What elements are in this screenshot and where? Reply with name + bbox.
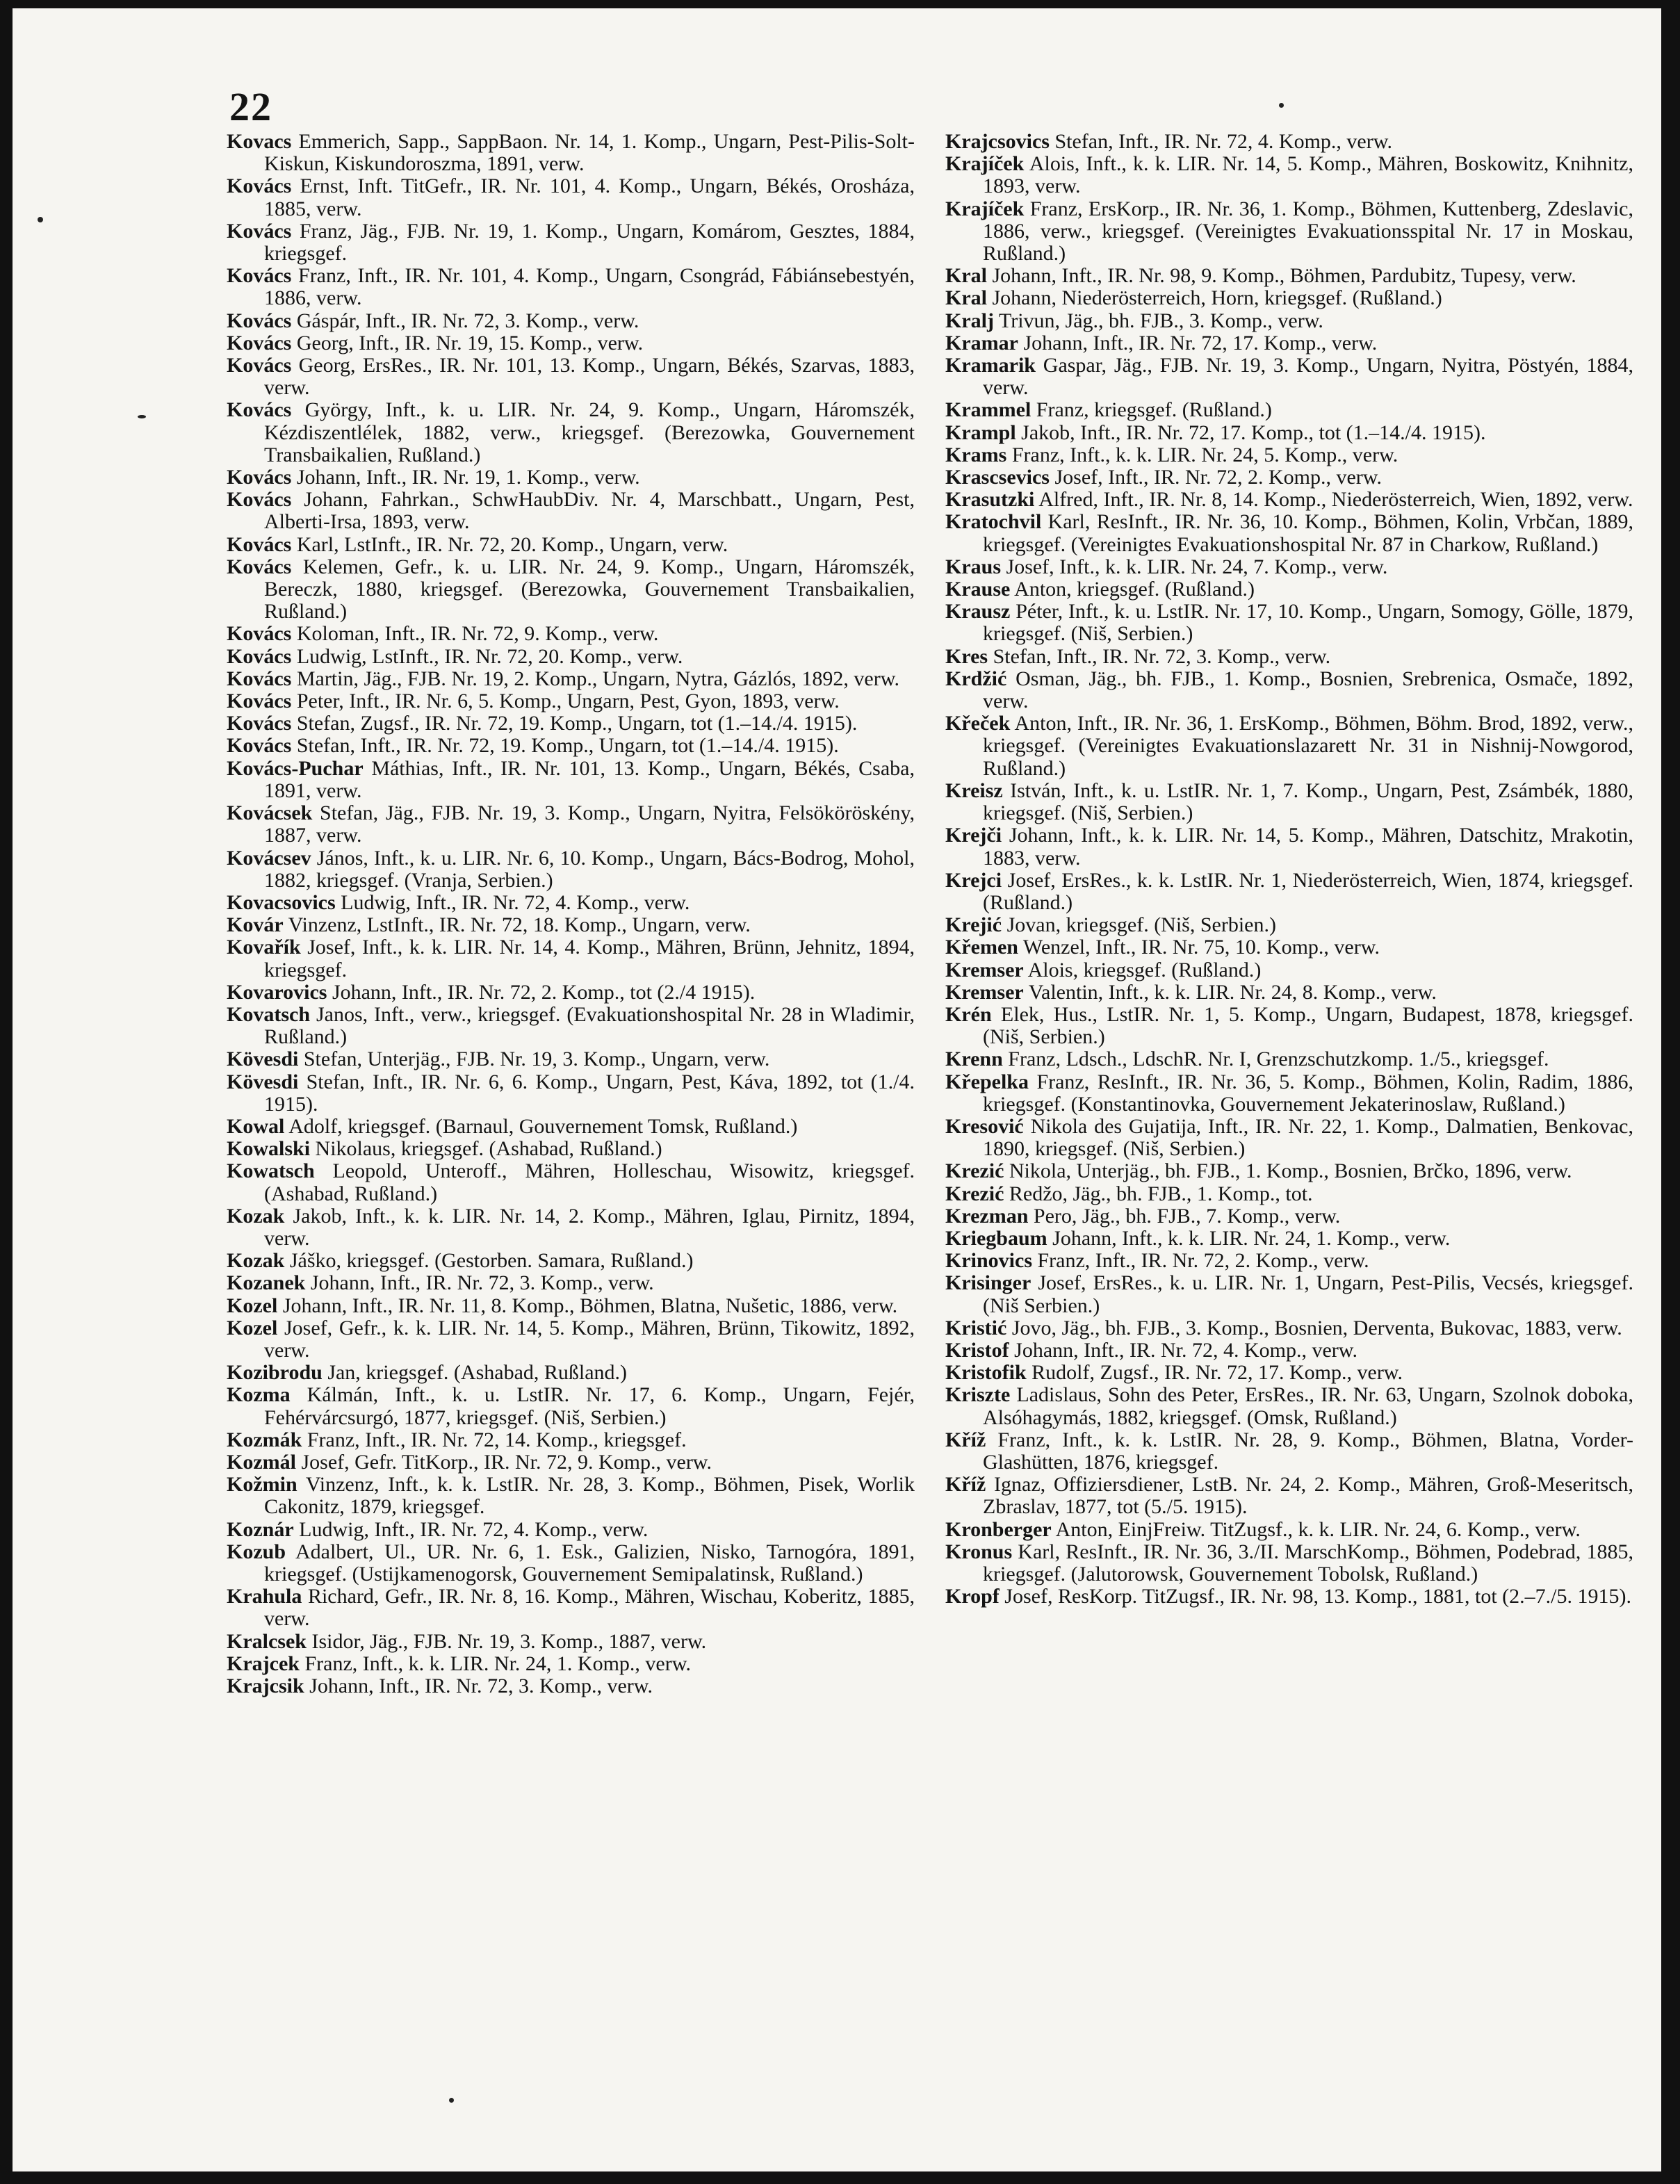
- register-entry: [227, 310, 915, 332]
- entry-details: Adalbert, Ul., UR. Nr. 6, 1. Esk., Galizien, Nisko, Tarnogóra, 1891, kriegsgef. (Ustijkamenogorsk, Gouvernement Semipalatinsk, Rußland.): [264, 1540, 915, 1586]
- register-entry: [227, 1250, 915, 1272]
- entry-surname: Krammel: [945, 398, 1031, 422]
- register-entry: [227, 265, 915, 309]
- scanned-page: [13, 8, 1661, 2171]
- entry-surname: Kovařík: [227, 936, 301, 959]
- entry-surname: Kozub: [227, 1540, 286, 1563]
- register-entry: [227, 1138, 915, 1160]
- entry-details: Franz, Inft., k. k. LIR. Nr. 24, 5. Komp., verw.: [1006, 443, 1398, 466]
- entry-details: Franz, Inft., IR. Nr. 101, 4. Komp., Ungarn, Csongrád, Fábiánsebestyén, 1886, verw.: [264, 264, 915, 310]
- entry-details: Janos, Inft., verw., kriegsgef. (Evakuationshospital Nr. 28 in Wladimir, Rußland.): [264, 1002, 915, 1049]
- register-entry: [945, 466, 1633, 489]
- entry-details: Jan, kriegsgef. (Ashabad, Rußland.): [322, 1361, 628, 1385]
- entry-details: Johann, Inft., IR. Nr. 72, 2. Komp., tot (2./4 1915).: [327, 980, 756, 1004]
- entry-surname: Krajíček: [945, 197, 1025, 220]
- page-number: 22: [229, 84, 272, 129]
- register-entry: [945, 1048, 1633, 1070]
- ink-speck: [38, 217, 43, 222]
- register-entry: [945, 399, 1633, 421]
- entry-surname: Kozak: [227, 1204, 285, 1228]
- entry-details: Richard, Gefr., IR. Nr. 8, 16. Komp., Mähren, Wischau, Koberitz, 1885, verw.: [264, 1585, 915, 1631]
- entry-surname: Kövesdi: [227, 1048, 299, 1071]
- entry-details: Pero, Jäg., bh. FJB., 7. Komp., verw.: [1028, 1204, 1341, 1228]
- register-entry: [945, 444, 1633, 466]
- register-entry: [227, 556, 915, 624]
- register-entry: [945, 1474, 1633, 1518]
- register-entry: [227, 1272, 915, 1294]
- entry-surname: Kres: [945, 644, 988, 668]
- entry-surname: Krezić: [945, 1182, 1004, 1205]
- entry-surname: Kříž: [945, 1428, 986, 1451]
- register-entry: [227, 914, 915, 936]
- register-entry: [227, 1071, 915, 1116]
- entry-details: Anton, EinjFreiw. TitZugsf., k. k. LIR. Nr. 24, 6. Komp., verw.: [1051, 1517, 1581, 1541]
- entry-details: Alfred, Inft., IR. Nr. 8, 14. Komp., Niederösterreich, Wien, 1892, verw.: [1034, 488, 1633, 512]
- entry-details: Stefan, Inft., IR. Nr. 72, 4. Komp., verw.: [1049, 130, 1392, 153]
- entry-details: Stefan, Inft., IR. Nr. 6, 6. Komp., Ungarn, Pest, Káva, 1892, tot (1./4. 1915).: [264, 1070, 915, 1116]
- register-entry: [945, 489, 1633, 511]
- entry-details: Josef, ErsRes., k. k. LstIR. Nr. 1, Niederösterreich, Wien, 1874, kriegsgef. (Rußland.): [983, 868, 1633, 914]
- register-entry: [227, 355, 915, 399]
- register-entry: [945, 1228, 1633, 1250]
- entry-surname: Krahula: [227, 1585, 302, 1608]
- entry-details: Ludwig, Inft., IR. Nr. 72, 4. Komp., verw.: [293, 1517, 649, 1541]
- entry-details: Josef, ResKorp. TitZugsf., IR. Nr. 98, 13. Komp., 1881, tot (2.–7./5. 1915).: [999, 1585, 1631, 1608]
- register-entry: [945, 578, 1633, 601]
- left-column: [227, 131, 915, 1697]
- register-entry: [945, 601, 1633, 645]
- entry-details: Franz, ResInft., IR. Nr. 36, 5. Komp., Böhmen, Kolin, Radim, 1886, kriegsgef. (Konstantinovka, Gouvernement Jekaterinoslaw, Rußland.): [983, 1070, 1633, 1116]
- entry-details: Franz, Ldsch., LdschR. Nr. I, Grenzschutzkomp. 1./5., kriegsgef.: [1002, 1048, 1549, 1071]
- register-entry: [945, 959, 1633, 981]
- register-entry: [227, 1362, 915, 1384]
- entry-details: Péter, Inft., k. u. LstIR. Nr. 17, 10. Komp., Ungarn, Somogy, Gölle, 1879, kriegsgef. (Niš, Serbien.): [983, 600, 1633, 646]
- entry-details: Ignaz, Offiziersdiener, LstB. Nr. 24, 2. Komp., Mähren, Groß-Meseritsch, Zbraslav, 1877, tot (5./5. 1915).: [983, 1473, 1633, 1519]
- entry-details: Josef, Inft., k. k. LIR. Nr. 24, 7. Komp., verw.: [1001, 555, 1388, 578]
- entry-surname: Krascsevics: [945, 466, 1050, 489]
- entry-surname: Krén: [945, 1002, 992, 1026]
- entry-details: Franz, Inft., IR. Nr. 72, 14. Komp., kriegsgef.: [302, 1428, 687, 1451]
- entry-surname: Kovács: [227, 331, 292, 355]
- entry-surname: Kovács: [227, 555, 292, 578]
- entry-details: Georg, Inft., IR. Nr. 19, 15. Komp., verw.: [291, 331, 644, 355]
- register-entry: [227, 489, 915, 533]
- entry-surname: Krinovics: [945, 1249, 1032, 1273]
- entry-details: Trivun, Jäg., bh. FJB., 3. Komp., verw.: [993, 309, 1323, 332]
- register-entry: [945, 422, 1633, 444]
- entry-details: Franz, Inft., k. k. LstIR. Nr. 28, 9. Komp., Böhmen, Blatna, Vorder-Glashütten, 1876, kriegsgef.: [983, 1428, 1633, 1474]
- register-entry: [227, 534, 915, 556]
- entry-details: Osman, Jäg., bh. FJB., 1. Komp., Bosnien, Srebrenica, Osmače, 1892, verw.: [983, 667, 1633, 713]
- entry-surname: Kristofik: [945, 1361, 1027, 1385]
- entry-details: Alois, Inft., k. k. LIR. Nr. 14, 5. Komp., Mähren, Boskowitz, Knihnitz, 1893, verw.: [983, 152, 1633, 198]
- register-entry: [227, 668, 915, 690]
- entry-details: Nikola, Unterjäg., bh. FJB., 1. Komp., Bosnien, Brčko, 1896, verw.: [1004, 1159, 1572, 1183]
- entry-surname: Krajcek: [227, 1652, 300, 1675]
- entry-surname: Krause: [945, 578, 1011, 601]
- register-entry: [945, 824, 1633, 869]
- register-entry: [227, 936, 915, 981]
- register-entry: [945, 198, 1633, 266]
- entry-details: Johann, Inft., IR. Nr. 19, 1. Komp., verw.: [291, 466, 640, 489]
- entry-details: Ladislaus, Sohn des Peter, ErsRes., IR. Nr. 63, Ungarn, Szolnok doboka, Alsóhagymás, 1882, kriegsgef. (Omsk, Rußland.): [983, 1383, 1633, 1429]
- entry-surname: Kovarovics: [227, 980, 327, 1004]
- register-entry: [945, 1004, 1633, 1048]
- register-entry: [945, 355, 1633, 399]
- register-entry: [945, 153, 1633, 197]
- register-entry: [945, 1586, 1633, 1608]
- entry-surname: Kovács: [227, 309, 292, 332]
- register-entry: [945, 131, 1633, 153]
- right-column: [945, 131, 1633, 1608]
- register-entry: [227, 1586, 915, 1630]
- register-entry: [945, 780, 1633, 824]
- entry-details: Jáško, kriegsgef. (Gestorben. Samara, Rußland.): [284, 1249, 694, 1273]
- entry-details: István, Inft., k. u. LstIR. Nr. 1, 7. Komp., Ungarn, Pest, Zsámbék, 1880, kriegsgef. (Niš, Serbien.): [983, 779, 1633, 825]
- entry-details: Johann, Inft., IR. Nr. 72, 4. Komp., verw.: [1009, 1338, 1357, 1362]
- entry-surname: Kovács: [227, 398, 292, 422]
- register-entry: [945, 668, 1633, 712]
- entry-details: Johann, Fahrkan., SchwHaubDiv. Nr. 4, Marschbatt., Ungarn, Pest, Alberti-Irsa, 1893, verw.: [264, 488, 915, 534]
- entry-surname: Krejić: [945, 913, 1002, 937]
- register-entry: [945, 1160, 1633, 1182]
- entry-details: Johann, Niederösterreich, Horn, kriegsgef. (Rußland.): [987, 286, 1442, 310]
- ink-speck: [138, 415, 146, 418]
- register-entry: [227, 1631, 915, 1653]
- register-entry: [945, 1183, 1633, 1205]
- entry-details: Stefan, Jäg., FJB. Nr. 19, 3. Komp., Ungarn, Nyitra, Felsököröskény, 1887, verw.: [264, 801, 915, 847]
- entry-surname: Kozel: [227, 1316, 278, 1339]
- entry-surname: Kovacs: [227, 130, 292, 153]
- entry-details: Karl, ResInft., IR. Nr. 36, 10. Komp., Böhmen, Kolin, Vrbčan, 1889, kriegsgef. (Vereinigtes Evakuationshospital Nr. 87 in Charkow, Rußland.): [983, 510, 1633, 556]
- register-entry: [945, 332, 1633, 355]
- register-entry: [945, 1541, 1633, 1586]
- register-entry: [227, 981, 915, 1004]
- entry-details: Karl, ResInft., IR. Nr. 36, 3./II. MarschKomp., Böhmen, Podebrad, 1885, kriegsgef. (Jalutorowsk, Gouvernement Tobolsk, Rußland.): [983, 1540, 1633, 1586]
- register-entry: [945, 1429, 1633, 1474]
- entry-details: Jovo, Jäg., bh. FJB., 3. Komp., Bosnien, Derventa, Bukovac, 1883, verw.: [1006, 1316, 1622, 1339]
- entry-surname: Kramarik: [945, 354, 1036, 377]
- entry-surname: Kreisz: [945, 779, 1003, 802]
- entry-surname: Koznár: [227, 1517, 294, 1541]
- register-entry: [227, 1205, 915, 1250]
- register-entry: [945, 712, 1633, 780]
- register-entry: [227, 1675, 915, 1697]
- register-entry: [945, 870, 1633, 914]
- entry-surname: Kristof: [945, 1338, 1009, 1362]
- entry-surname: Kriegbaum: [945, 1226, 1047, 1250]
- entry-surname: Krenn: [945, 1048, 1003, 1071]
- entry-surname: Kovatsch: [227, 1002, 310, 1026]
- entry-surname: Kratochvil: [945, 510, 1042, 534]
- entry-details: Josef, ErsRes., k. u. LIR. Nr. 1, Ungarn, Pest-Pilis, Vecsés, kriegsgef. (Niš Serbien.): [983, 1271, 1633, 1317]
- entry-surname: Kovács: [227, 354, 292, 377]
- entry-details: Anton, Inft., IR. Nr. 36, 1. ErsKomp., Böhmen, Böhm. Brod, 1892, verw., kriegsgef. (Vereinigtes Evakuationslazarett Nr. 31 in Nishnij-Nowgorod, Rußland.): [983, 712, 1633, 780]
- entry-details: Martin, Jäg., FJB. Nr. 19, 2. Komp., Ungarn, Nytra, Gázlós, 1892, verw.: [291, 667, 899, 690]
- entry-surname: Kovácsek: [227, 801, 313, 825]
- entry-surname: Kovács: [227, 644, 292, 668]
- entry-details: Johann, Inft., IR. Nr. 11, 8. Komp., Böhmen, Blatna, Nušetic, 1886, verw.: [277, 1294, 898, 1317]
- entry-surname: Kozanek: [227, 1271, 306, 1295]
- entry-details: Gaspar, Jäg., FJB. Nr. 19, 3. Komp., Ungarn, Nyitra, Pöstyén, 1884, verw.: [983, 354, 1633, 400]
- entry-details: Johann, Inft., k. k. LIR. Nr. 14, 5. Komp., Mähren, Datschitz, Mrakotin, 1883, verw.: [983, 824, 1633, 870]
- entry-details: Karl, LstInft., IR. Nr. 72, 20. Komp., Ungarn, verw.: [291, 532, 728, 556]
- entry-surname: Kremser: [945, 958, 1024, 981]
- entry-surname: Kovács: [227, 622, 292, 646]
- entry-details: Franz, ErsKorp., IR. Nr. 36, 1. Komp., Böhmen, Kuttenberg, Zdeslavic, 1886, verw., kriegsgef. (Vereinigtes Evakuationsspital Nr. 17 in Moskau, Rußland.): [983, 197, 1633, 266]
- entry-surname: Kowal: [227, 1114, 285, 1138]
- entry-details: Ludwig, LstInft., IR. Nr. 72, 20. Komp., verw.: [291, 644, 683, 668]
- entry-surname: Kovács: [227, 667, 292, 690]
- entry-details: Máthias, Inft., IR. Nr. 101, 13. Komp., Ungarn, Békés, Csaba, 1891, verw.: [264, 756, 915, 802]
- register-entry: [945, 556, 1633, 578]
- register-entry: [945, 1272, 1633, 1317]
- entry-surname: Kronberger: [945, 1517, 1052, 1541]
- entry-details: Valentin, Inft., k. k. LIR. Nr. 24, 8. Komp., verw.: [1023, 980, 1437, 1004]
- entry-surname: Křemen: [945, 936, 1018, 959]
- entry-surname: Kozibrodu: [227, 1361, 323, 1385]
- entry-details: Anton, kriegsgef. (Rußland.): [1010, 578, 1255, 601]
- entry-surname: Kovacsovics: [227, 890, 336, 914]
- entry-surname: Kral: [945, 264, 987, 288]
- register-entry: [227, 1474, 915, 1518]
- entry-surname: Kovácsev: [227, 846, 311, 870]
- register-entry: [227, 690, 915, 712]
- register-entry: [227, 1048, 915, 1070]
- register-entry: [227, 466, 915, 489]
- entry-surname: Kozmál: [227, 1450, 296, 1474]
- entry-surname: Krajcsovics: [945, 130, 1050, 153]
- entry-surname: Krams: [945, 443, 1007, 466]
- entry-surname: Krdžić: [945, 667, 1007, 690]
- entry-details: Stefan, Unterjäg., FJB. Nr. 19, 3. Komp., Ungarn, verw.: [298, 1048, 770, 1071]
- entry-surname: Kozmák: [227, 1428, 302, 1451]
- entry-surname: Krampl: [945, 421, 1016, 444]
- register-entry: [945, 310, 1633, 332]
- register-entry: [227, 332, 915, 355]
- entry-surname: Kramar: [945, 331, 1018, 355]
- entry-details: Josef, Gefr. TitKorp., IR. Nr. 72, 9. Komp., verw.: [295, 1450, 712, 1474]
- register-entry: [227, 1451, 915, 1474]
- entry-surname: Kovács: [227, 264, 292, 288]
- entry-surname: Kozma: [227, 1383, 291, 1407]
- entry-details: Josef, Inft., IR. Nr. 72, 2. Komp., verw.: [1049, 466, 1382, 489]
- entry-details: Nikola des Gujatija, Inft., IR. Nr. 22, 1. Komp., Dalmatien, Benkovac, 1890, kriegsgef. (Niš, Serbien.): [983, 1114, 1633, 1161]
- register-entry: [227, 399, 915, 466]
- register-entry: [227, 892, 915, 914]
- entry-surname: Krajíček: [945, 152, 1025, 176]
- register-entry: [227, 758, 915, 802]
- register-entry: [945, 914, 1633, 936]
- entry-surname: Kraus: [945, 555, 1002, 578]
- register-entry: [227, 131, 915, 175]
- entry-surname: Kožmin: [227, 1473, 297, 1497]
- entry-details: Johann, Inft., IR. Nr. 72, 17. Komp., verw.: [1018, 331, 1378, 355]
- entry-details: Peter, Inft., IR. Nr. 6, 5. Komp., Ungarn, Pest, Gyon, 1893, verw.: [291, 690, 840, 713]
- entry-details: Josef, Inft., k. k. LIR. Nr. 14, 4. Komp., Mähren, Brünn, Jehnitz, 1894, kriegsgef.: [264, 936, 915, 981]
- entry-surname: Krisinger: [945, 1271, 1031, 1295]
- entry-details: Koloman, Inft., IR. Nr. 72, 9. Komp., verw.: [291, 622, 659, 646]
- register-entry: [227, 1429, 915, 1451]
- entry-details: Emmerich, Sapp., SappBaon. Nr. 14, 1. Komp., Ungarn, Pest-Pilis-Solt-Kiskun, Kiskundoroszma, 1891, verw.: [264, 130, 915, 176]
- entry-surname: Kresović: [945, 1114, 1024, 1138]
- entry-surname: Kövesdi: [227, 1070, 299, 1093]
- entry-details: Johann, Inft., IR. Nr. 72, 3. Komp., verw.: [305, 1271, 654, 1295]
- entry-surname: Krejči: [945, 824, 1002, 847]
- register-entry: [945, 1116, 1633, 1160]
- entry-details: Vinzenz, Inft., k. k. LstIR. Nr. 28, 3. Komp., Böhmen, Pisek, Worlik Cakonitz, 1879, kriegsgef.: [264, 1473, 915, 1519]
- register-entry: [227, 1519, 915, 1541]
- register-entry: [945, 1519, 1633, 1541]
- entry-surname: Kovács: [227, 734, 292, 758]
- entry-surname: Kriszte: [945, 1383, 1011, 1407]
- entry-surname: Kovács: [227, 466, 292, 489]
- entry-details: Kelemen, Gefr., k. u. LIR. Nr. 24, 9. Komp., Ungarn, Háromszék, Bereczk, 1880, kriegsgef. (Berezowka, Gouvernement Transbaikalien, Rußland.): [264, 555, 915, 624]
- entry-details: Johann, Inft., k. k. LIR. Nr. 24, 1. Komp., verw.: [1047, 1226, 1451, 1250]
- entry-details: Stefan, Zugsf., IR. Nr. 72, 19. Komp., Ungarn, tot (1.–14./4. 1915).: [291, 712, 858, 735]
- entry-details: Wenzel, Inft., IR. Nr. 75, 10. Komp., verw.: [1018, 936, 1380, 959]
- entry-surname: Kovács: [227, 712, 292, 735]
- register-entry: [945, 1339, 1633, 1362]
- entry-details: Josef, Gefr., k. k. LIR. Nr. 14, 5. Komp., Mähren, Brünn, Tikowitz, 1892, verw.: [264, 1316, 915, 1362]
- entry-surname: Křepelka: [945, 1070, 1029, 1093]
- entry-surname: Kralcsek: [227, 1629, 307, 1653]
- entry-details: Alois, kriegsgef. (Rußland.): [1023, 958, 1262, 981]
- register-entry: [227, 847, 915, 892]
- entry-details: Jakob, Inft., k. k. LIR. Nr. 14, 2. Komp., Mähren, Iglau, Pirnitz, 1894, verw.: [264, 1204, 915, 1250]
- register-entry: [227, 220, 915, 265]
- register-entry: [945, 1071, 1633, 1116]
- entry-details: Franz, kriegsgef. (Rußland.): [1031, 398, 1272, 422]
- register-entry: [227, 712, 915, 735]
- register-entry: [945, 1317, 1633, 1339]
- register-entry: [227, 646, 915, 668]
- register-entry: [945, 981, 1633, 1004]
- entry-details: Kálmán, Inft., k. u. LstIR. Nr. 17, 6. Komp., Ungarn, Fejér, Fehérvárcsurgó, 1877, kriegsgef. (Niš, Serbien.): [264, 1383, 915, 1429]
- entry-details: Ernst, Inft. TitGefr., IR. Nr. 101, 4. Komp., Ungarn, Békés, Orosháza, 1885, verw.: [264, 174, 915, 220]
- entry-details: János, Inft., k. u. LIR. Nr. 6, 10. Komp., Ungarn, Bács-Bodrog, Mohol, 1882, kriegsgef. (Vranja, Serbien.): [264, 846, 915, 892]
- register-entry: [227, 1384, 915, 1428]
- entry-surname: Kremser: [945, 980, 1024, 1004]
- entry-surname: Kovács-Puchar: [227, 756, 364, 780]
- entry-details: Isidor, Jäg., FJB. Nr. 19, 3. Komp., 1887, verw.: [306, 1629, 707, 1653]
- register-entry: [945, 936, 1633, 959]
- entry-surname: Krajcsik: [227, 1674, 304, 1698]
- entry-details: Franz, Jäg., FJB. Nr. 19, 1. Komp., Ungarn, Komárom, Gesztes, 1884, kriegsgef.: [264, 219, 915, 266]
- entry-surname: Krausz: [945, 600, 1011, 624]
- entry-details: Vinzenz, LstInft., IR. Nr. 72, 18. Komp., Ungarn, verw.: [283, 913, 751, 937]
- entry-details: Stefan, Inft., IR. Nr. 72, 3. Komp., verw.: [988, 644, 1331, 668]
- entry-surname: Kovács: [227, 690, 292, 713]
- register-entry: [945, 646, 1633, 668]
- entry-details: Leopold, Unteroff., Mähren, Holleschau, Wisowitz, kriegsgef. (Ashabad, Rußland.): [264, 1159, 915, 1205]
- entry-surname: Kristić: [945, 1316, 1007, 1339]
- entry-details: György, Inft., k. u. LIR. Nr. 24, 9. Komp., Ungarn, Háromszék, Kézdiszentlélek, 1882, verw., kriegsgef. (Berezowka, Gouvernement Transbaikalien, Rußland.): [264, 398, 915, 466]
- entry-surname: Kralj: [945, 309, 994, 332]
- entry-surname: Kovács: [227, 219, 292, 243]
- entry-surname: Kovács: [227, 532, 292, 556]
- entry-surname: Kowatsch: [227, 1159, 315, 1183]
- entry-details: Ludwig, Inft., IR. Nr. 72, 4. Komp., verw.: [335, 890, 690, 914]
- entry-details: Nikolaus, kriegsgef. (Ashabad, Rußland.): [310, 1137, 662, 1161]
- register-entry: [227, 175, 915, 220]
- entry-surname: Kozel: [227, 1294, 278, 1317]
- entry-details: Johann, Inft., IR. Nr. 98, 9. Komp., Böhmen, Pardubitz, Tupesy, verw.: [987, 264, 1576, 288]
- entry-details: Franz, Inft., IR. Nr. 72, 2. Komp., verw.: [1032, 1249, 1369, 1273]
- register-entry: [945, 287, 1633, 309]
- entry-details: Jovan, kriegsgef. (Niš, Serbien.): [1002, 913, 1276, 937]
- register-entry: [227, 1160, 915, 1205]
- register-entry: [945, 1205, 1633, 1228]
- entry-surname: Krejci: [945, 868, 1002, 892]
- register-entry: [227, 1116, 915, 1138]
- entry-details: Redžo, Jäg., bh. FJB., 1. Komp., tot.: [1004, 1182, 1313, 1205]
- entry-surname: Kropf: [945, 1585, 1000, 1608]
- entry-details: Johann, Inft., IR. Nr. 72, 3. Komp., verw.: [304, 1674, 653, 1698]
- entry-details: Jakob, Inft., IR. Nr. 72, 17. Komp., tot (1.–14./4. 1915).: [1016, 421, 1486, 444]
- entry-surname: Kronus: [945, 1540, 1013, 1563]
- register-entry: [227, 1295, 915, 1317]
- entry-surname: Kovács: [227, 174, 292, 198]
- register-entry: [945, 1362, 1633, 1384]
- entry-surname: Krasutzki: [945, 488, 1035, 512]
- entry-surname: Kozak: [227, 1249, 285, 1273]
- entry-details: Elek, Hus., LstIR. Nr. 1, 5. Komp., Ungarn, Budapest, 1878, kriegsgef. (Niš, Serbien.): [983, 1002, 1633, 1049]
- register-entry: [945, 1384, 1633, 1428]
- entry-details: Rudolf, Zugsf., IR. Nr. 72, 17. Komp., verw.: [1026, 1361, 1403, 1385]
- entry-surname: Krezić: [945, 1159, 1004, 1183]
- entry-surname: Kříž: [945, 1473, 986, 1497]
- register-entry: [227, 1541, 915, 1586]
- entry-details: Adolf, kriegsgef. (Barnaul, Gouvernement Tomsk, Rußland.): [284, 1114, 798, 1138]
- register-entry: [227, 1653, 915, 1675]
- register-entry: [227, 1317, 915, 1362]
- register-entry: [227, 802, 915, 847]
- entry-details: Gáspár, Inft., IR. Nr. 72, 3. Komp., verw.: [291, 309, 639, 332]
- entry-details: Franz, Inft., k. k. LIR. Nr. 24, 1. Komp., verw.: [299, 1652, 691, 1675]
- register-entry: [227, 1004, 915, 1048]
- register-entry: [227, 735, 915, 757]
- register-entry: [227, 623, 915, 645]
- entry-surname: Kowalski: [227, 1137, 311, 1161]
- entry-surname: Kovár: [227, 913, 284, 937]
- register-entry: [945, 265, 1633, 287]
- ink-speck: [1279, 103, 1284, 108]
- register-entry: [945, 1250, 1633, 1272]
- ink-speck: [449, 2098, 454, 2103]
- entry-details: Georg, ErsRes., IR. Nr. 101, 13. Komp., Ungarn, Békés, Szarvas, 1883, verw.: [264, 354, 915, 400]
- register-entry: [945, 511, 1633, 555]
- entry-surname: Krezman: [945, 1204, 1029, 1228]
- entry-details: Stefan, Inft., IR. Nr. 72, 19. Komp., Ungarn, tot (1.–14./4. 1915).: [291, 734, 839, 758]
- entry-surname: Kovács: [227, 488, 292, 512]
- entry-surname: Křeček: [945, 712, 1011, 735]
- entry-surname: Kral: [945, 286, 987, 310]
